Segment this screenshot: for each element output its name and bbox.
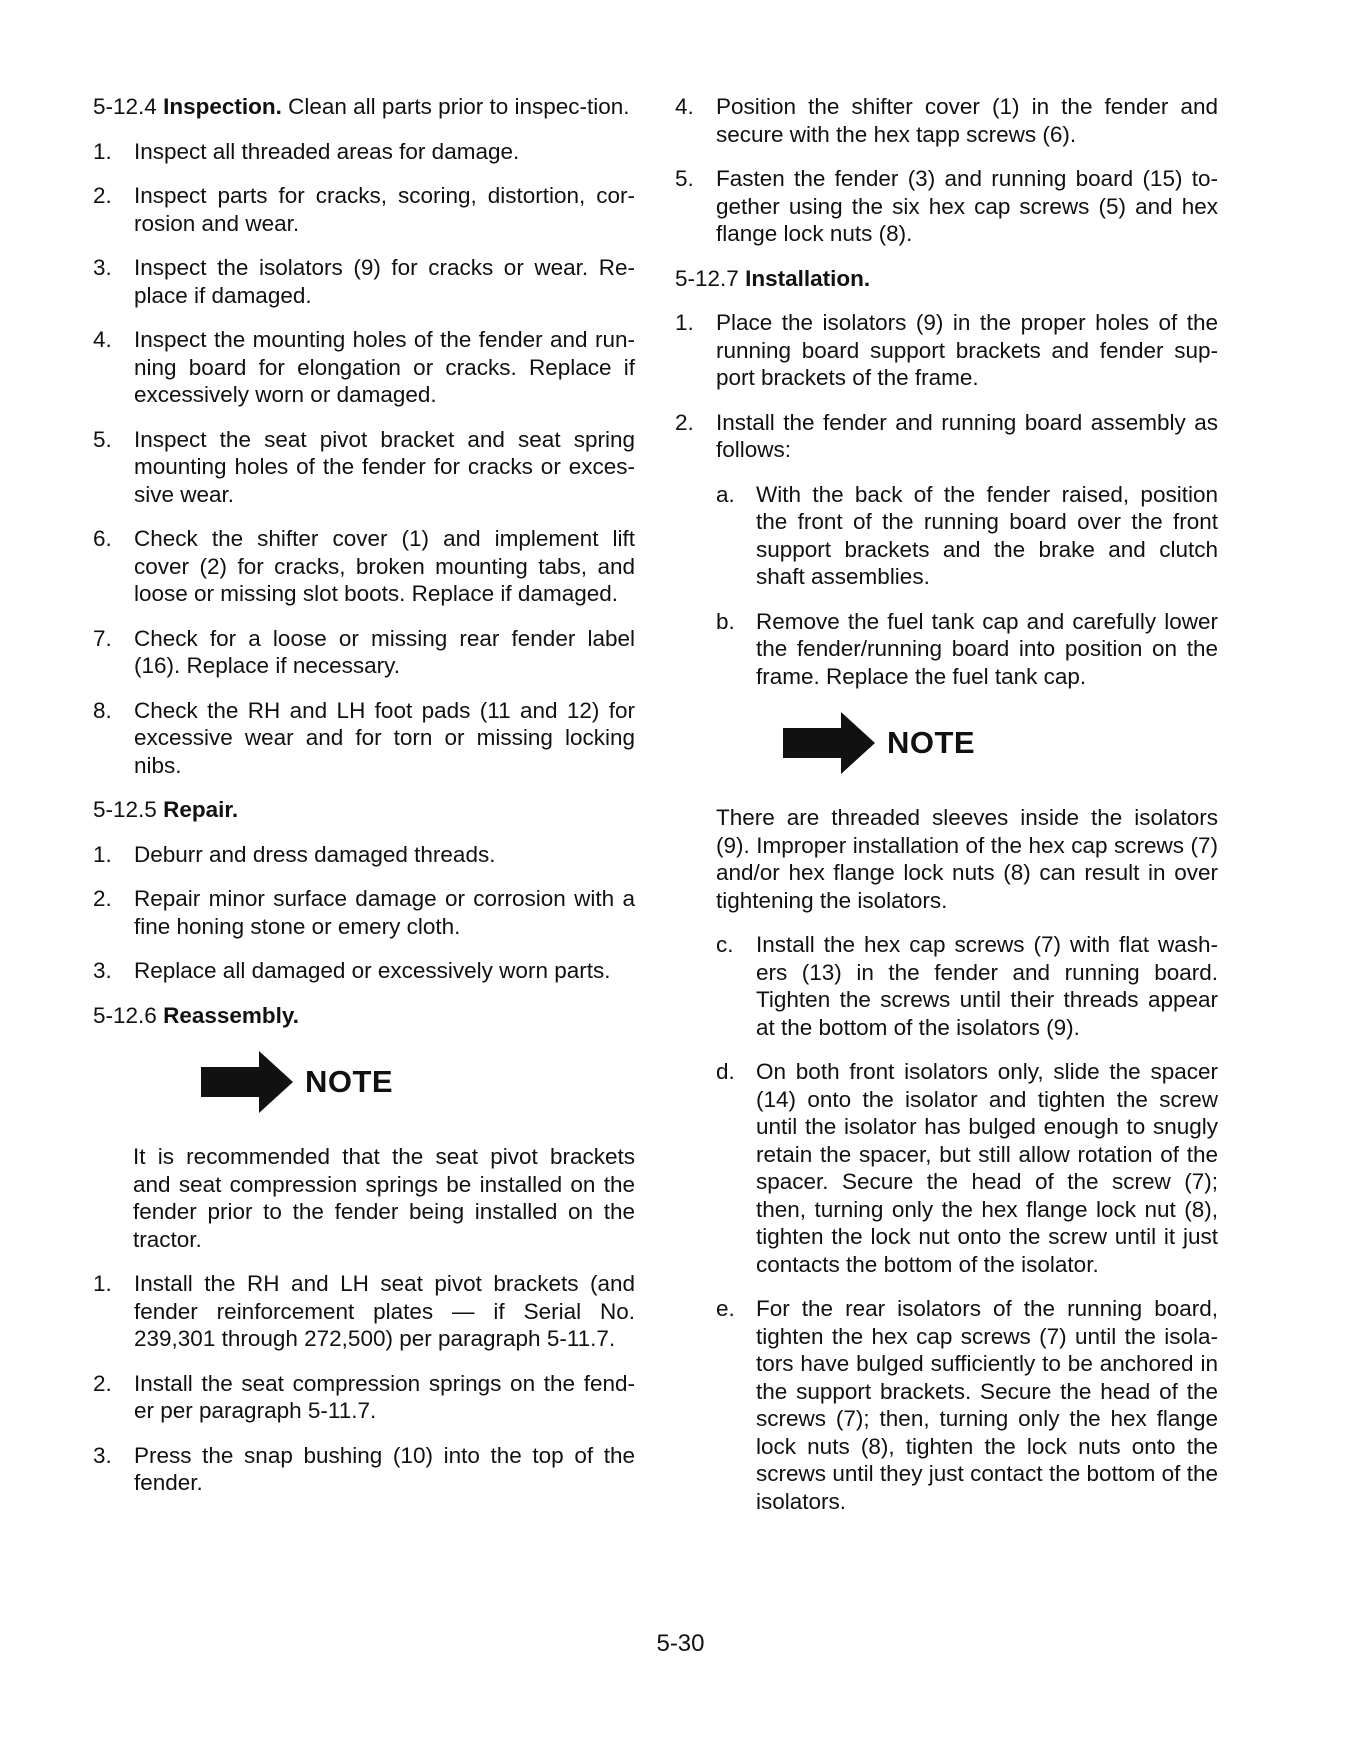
note-title: NOTE <box>305 1064 394 1100</box>
page-number: 5-30 <box>656 1630 705 1657</box>
list-item <box>93 957 635 985</box>
item-text: On both front isolators only, slide the spacer (14) onto the isolator and tighten the screw until the isolator has bulged enough to snugly retain the spacer, but still allow rotation of the spacer. Secure the head of the screw (7); then, turning only the hex flange lock nut (8), tighten the lock nut onto the screw until it just contacts the bottom of the isolator. <box>756 1059 1218 1277</box>
item-text: Install the seat compression springs on the fend-er per paragraph 5-11.7. <box>134 1370 635 1423</box>
section-title: Repair. <box>163 797 239 822</box>
item-number: 3. <box>93 1442 112 1468</box>
item-text: Press the snap bushing (10) into the top of the fender. <box>134 1442 635 1495</box>
note-text: There are threaded sleeves inside the isolators (9). Improper installation of the hex cap screws (7) and/or hex flange lock nuts (8) can result in over tightening the isolators. <box>716 805 1218 913</box>
section-installation <box>675 265 1218 293</box>
installation-list <box>675 309 1218 690</box>
right-column <box>675 93 1218 1532</box>
item-text: Install the RH and LH seat pivot brackets (and fender reinforcement plates — if Serial No. 239,301 through 272,500) per paragraph 5-11.7. <box>134 1271 635 1351</box>
item-number: 6. <box>93 526 112 551</box>
inspection-list <box>93 138 635 780</box>
section-number: 5-12.7 <box>675 265 739 291</box>
list-item <box>93 1370 635 1425</box>
item-letter: e. <box>716 1296 735 1321</box>
item-letter: c. <box>716 932 734 957</box>
list-item <box>93 138 635 166</box>
section-title: Inspection. <box>163 94 282 119</box>
item-text: Inspect the mounting holes of the fender and run-ning board for elongation or cracks. Replace if excessively worn or damaged. <box>134 327 635 407</box>
section-number: 5-12.6 <box>93 1002 157 1028</box>
item-text: Repair minor surface damage or corrosion with a fine honing stone or emery cloth. <box>134 886 635 939</box>
item-number: 1. <box>93 138 112 164</box>
item-number: 4. <box>93 327 112 352</box>
section-reassembly <box>93 1002 635 1030</box>
list-item <box>93 625 635 680</box>
item-number: 8. <box>93 697 112 723</box>
section-intro: Clean all parts prior to inspec-tion. <box>288 94 630 119</box>
item-text: Inspect the seat pivot bracket and seat spring mounting holes of the fender for cracks or exces-sive wear. <box>134 426 635 507</box>
item-text: Check for a loose or missing rear fender label (16). Replace if necessary. <box>134 625 635 678</box>
item-number: 7. <box>93 625 112 651</box>
left-column <box>93 93 635 1514</box>
list-item <box>675 165 1218 248</box>
note-text: It is recommended that the seat pivot brackets and seat compression springs be installed on the fender prior to the fender being installed on the tractor. <box>133 1144 635 1252</box>
item-number: 3. <box>93 255 112 280</box>
item-text: With the back of the fender raised, position the front of the running board over the front support brackets and the brake and clutch shaft assemblies. <box>756 481 1218 589</box>
item-text: Inspect parts for cracks, scoring, distortion, cor-rosion and wear. <box>134 183 635 236</box>
item-number: 2. <box>93 1370 112 1396</box>
item-number: 5. <box>93 426 112 452</box>
item-text: Deburr and dress damaged threads. <box>134 841 496 867</box>
repair-list <box>93 841 635 985</box>
list-item <box>93 1270 635 1353</box>
item-letter: d. <box>716 1059 735 1084</box>
section-number: 5-12.4 <box>93 94 157 119</box>
item-number: 3. <box>93 958 112 983</box>
sub-item <box>716 1295 1218 1515</box>
list-item <box>93 182 635 237</box>
section-number: 5-12.5 <box>93 797 157 822</box>
list-item <box>93 525 635 608</box>
list-item <box>675 93 1218 148</box>
sub-item <box>716 481 1218 591</box>
item-number: 5. <box>675 166 694 191</box>
item-text: Fasten the fender (3) and running board (15) to-gether using the six hex cap screws (5) and hex flange lock nuts (8). <box>716 166 1218 246</box>
note-title: NOTE <box>887 725 976 761</box>
item-text: For the rear isolators of the running board, tighten the hex cap screws (7) until the isola-tors have bulged sufficiently to be anchored in the support brackets. Secure the head of the screws (7); then, turning only the hex flange lock nuts (8), tighten the lock nuts onto the screws until they just contact the bottom of the isolators. <box>756 1296 1218 1514</box>
item-text: Replace all damaged or excessively worn parts. <box>134 958 611 983</box>
section-title: Reassembly. <box>163 1002 299 1028</box>
item-text: Install the hex cap screws (7) with flat wash-ers (13) in the fender and running board. Tighten the screws until their threads appear at the bottom of the isolators (9). <box>756 932 1218 1040</box>
item-text: Place the isolators (9) in the proper holes of the running board support brackets and fender sup-port brackets of the frame. <box>716 310 1218 390</box>
item-text: Check the shifter cover (1) and implement lift cover (2) for cracks, broken mounting tabs, and loose or missing slot boots. Replace if damaged. <box>134 526 635 606</box>
sub-item <box>716 931 1218 1041</box>
item-text: Check the RH and LH foot pads (11 and 12) for excessive wear and for torn or missing locking nibs. <box>134 697 635 778</box>
list-item <box>93 1442 635 1497</box>
item-text: Inspect all threaded areas for damage. <box>134 138 520 164</box>
list-item <box>93 885 635 940</box>
sub-item <box>716 608 1218 691</box>
item-number: 2. <box>93 886 112 911</box>
item-text: Install the fender and running board assembly as follows: <box>716 409 1218 462</box>
item-number: 4. <box>675 94 694 119</box>
list-item <box>93 841 635 869</box>
item-text: Remove the fuel tank cap and carefully lower the fender/running board into position on the frame. Replace the fuel tank cap. <box>756 608 1218 689</box>
section-repair <box>93 796 635 824</box>
right-arrow-icon <box>783 712 875 774</box>
list-item <box>93 254 635 309</box>
item-letter: b. <box>716 608 735 634</box>
section-title: Installation. <box>745 265 871 291</box>
list-item <box>93 326 635 409</box>
item-letter: a. <box>716 481 735 507</box>
item-text: Inspect the isolators (9) for cracks or wear. Re-place if damaged. <box>134 255 635 308</box>
list-item <box>93 697 635 780</box>
reassembly-list <box>93 1270 635 1497</box>
installation-sublist <box>675 931 1218 1515</box>
item-number: 2. <box>93 183 112 208</box>
reassembly-list-continued <box>675 93 1218 248</box>
list-item <box>675 409 1218 464</box>
note-heading <box>201 1051 635 1113</box>
item-number: 2. <box>675 409 694 435</box>
right-arrow-icon <box>201 1051 293 1113</box>
list-item <box>93 426 635 509</box>
list-item <box>675 309 1218 392</box>
item-text: Position the shifter cover (1) in the fender and secure with the hex tapp screws (6). <box>716 94 1218 147</box>
item-number: 1. <box>675 310 694 335</box>
section-inspection <box>93 93 635 121</box>
item-number: 1. <box>93 1271 112 1296</box>
item-number: 1. <box>93 841 112 867</box>
sub-item <box>716 1058 1218 1278</box>
note-heading <box>783 712 1218 774</box>
